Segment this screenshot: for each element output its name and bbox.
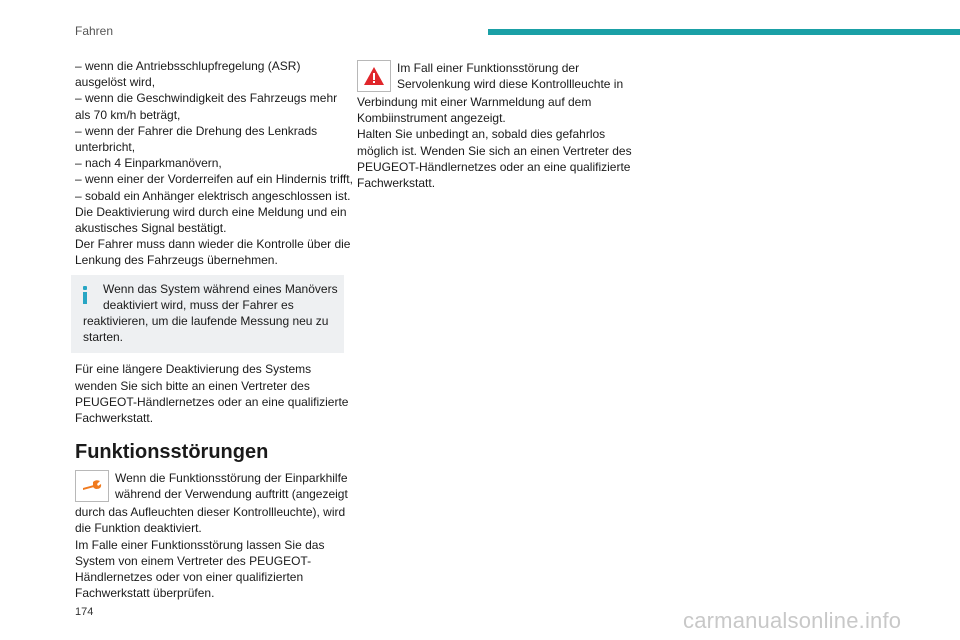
text-line: System von einem Vertreter des PEUGEOT- (75, 553, 312, 568)
intro-text (75, 58, 353, 269)
wrench-paragraph (75, 470, 348, 601)
text-line: Halten Sie unbedingt an, sobald dies gefahrlos (357, 127, 606, 142)
left-column (75, 58, 353, 601)
text-line: wenden Sie sich bitte an einen Vertreter des (75, 378, 310, 393)
text-line: möglich ist. Wenden Sie sich an einen Vertreter des (357, 143, 632, 158)
text-line: Verbindung mit einer Warnmeldung auf dem (357, 95, 592, 109)
warning-triangle-icon (363, 66, 385, 86)
info-icon (83, 286, 87, 304)
text-line: Wenn die Funktionsstörung der Einparkhilfe (115, 471, 348, 486)
text-line: Fachwerkstatt. (75, 411, 154, 426)
text-line: – nach 4 Einparkmanövern, (75, 156, 222, 171)
text-line: während der Verwendung auftritt (angezeigt (115, 487, 348, 502)
page-number: 174 (75, 606, 94, 618)
steering-warning-lamp (357, 60, 391, 92)
text-line: reaktivieren, um die laufende Messung neu zu (83, 314, 329, 329)
text-line: Kombiinstrument angezeigt. (357, 111, 506, 126)
text-line: – wenn die Geschwindigkeit des Fahrzeugs mehr (75, 91, 338, 106)
text-line: Lenkung des Fahrzeugs übernehmen. (75, 253, 278, 268)
text-line: unterbricht, (75, 140, 136, 155)
text-line: – wenn die Antriebsschlupfregelung (ASR) (75, 59, 301, 73)
text-line: Fachwerkstatt. (357, 176, 436, 191)
warning-paragraph (357, 60, 632, 191)
text-line: durch das Aufleuchten dieser Kontrollleuchte), wird (75, 505, 346, 520)
text-line: PEUGEOT-Händlernetzes oder an eine qualifizierte (75, 394, 349, 409)
text-line: PEUGEOT-Händlernetzes oder an eine qualifizierte (357, 159, 631, 174)
right-column (357, 60, 632, 191)
text-line: Für eine längere Deaktivierung des Systems (75, 362, 312, 377)
text-line: – wenn der Fahrer die Drehung des Lenkrads (75, 123, 318, 138)
wrench-warning-lamp (75, 470, 109, 502)
text-line: als 70 km/h beträgt, (75, 107, 181, 122)
header-accent-bar (488, 29, 960, 35)
text-line: Händlernetzes oder von einer qualifizierten (75, 570, 304, 585)
text-line: – sobald ein Anhänger elektrisch angeschlossen ist. (75, 188, 351, 203)
text-line: die Funktion deaktiviert. (75, 521, 202, 536)
text-line: starten. (83, 330, 124, 345)
text-line: Die Deaktivierung wird durch eine Meldung und ein (75, 204, 347, 219)
watermark: carmanualsonline.info (683, 608, 902, 633)
text-line: Im Falle einer Funktionsstörung lassen Sie das (75, 537, 325, 552)
text-line: – wenn einer der Vorderreifen auf ein Hindernis trifft, (75, 172, 353, 187)
text-line: deaktiviert wird, muss der Fahrer es (103, 297, 294, 312)
deactivation-text (75, 361, 349, 426)
text-line: akustisches Signal bestätigt. (75, 221, 227, 236)
text-line: Wenn das System während eines Manövers (103, 281, 338, 296)
text-line: Der Fahrer muss dann wieder die Kontrolle über die (75, 237, 351, 252)
text-line: ausgelöst wird, (75, 75, 156, 90)
text-line: Im Fall einer Funktionsstörung der (397, 61, 580, 75)
header-section-label: Fahren (75, 24, 114, 38)
wrench-icon (81, 479, 103, 493)
text-line: Servolenkung wird diese Kontrollleuchte in (397, 77, 624, 92)
text-line: Fachwerkstatt überprüfen. (75, 586, 215, 601)
section-heading: Funktionsstörungen (75, 441, 269, 464)
info-note-box (71, 275, 344, 354)
